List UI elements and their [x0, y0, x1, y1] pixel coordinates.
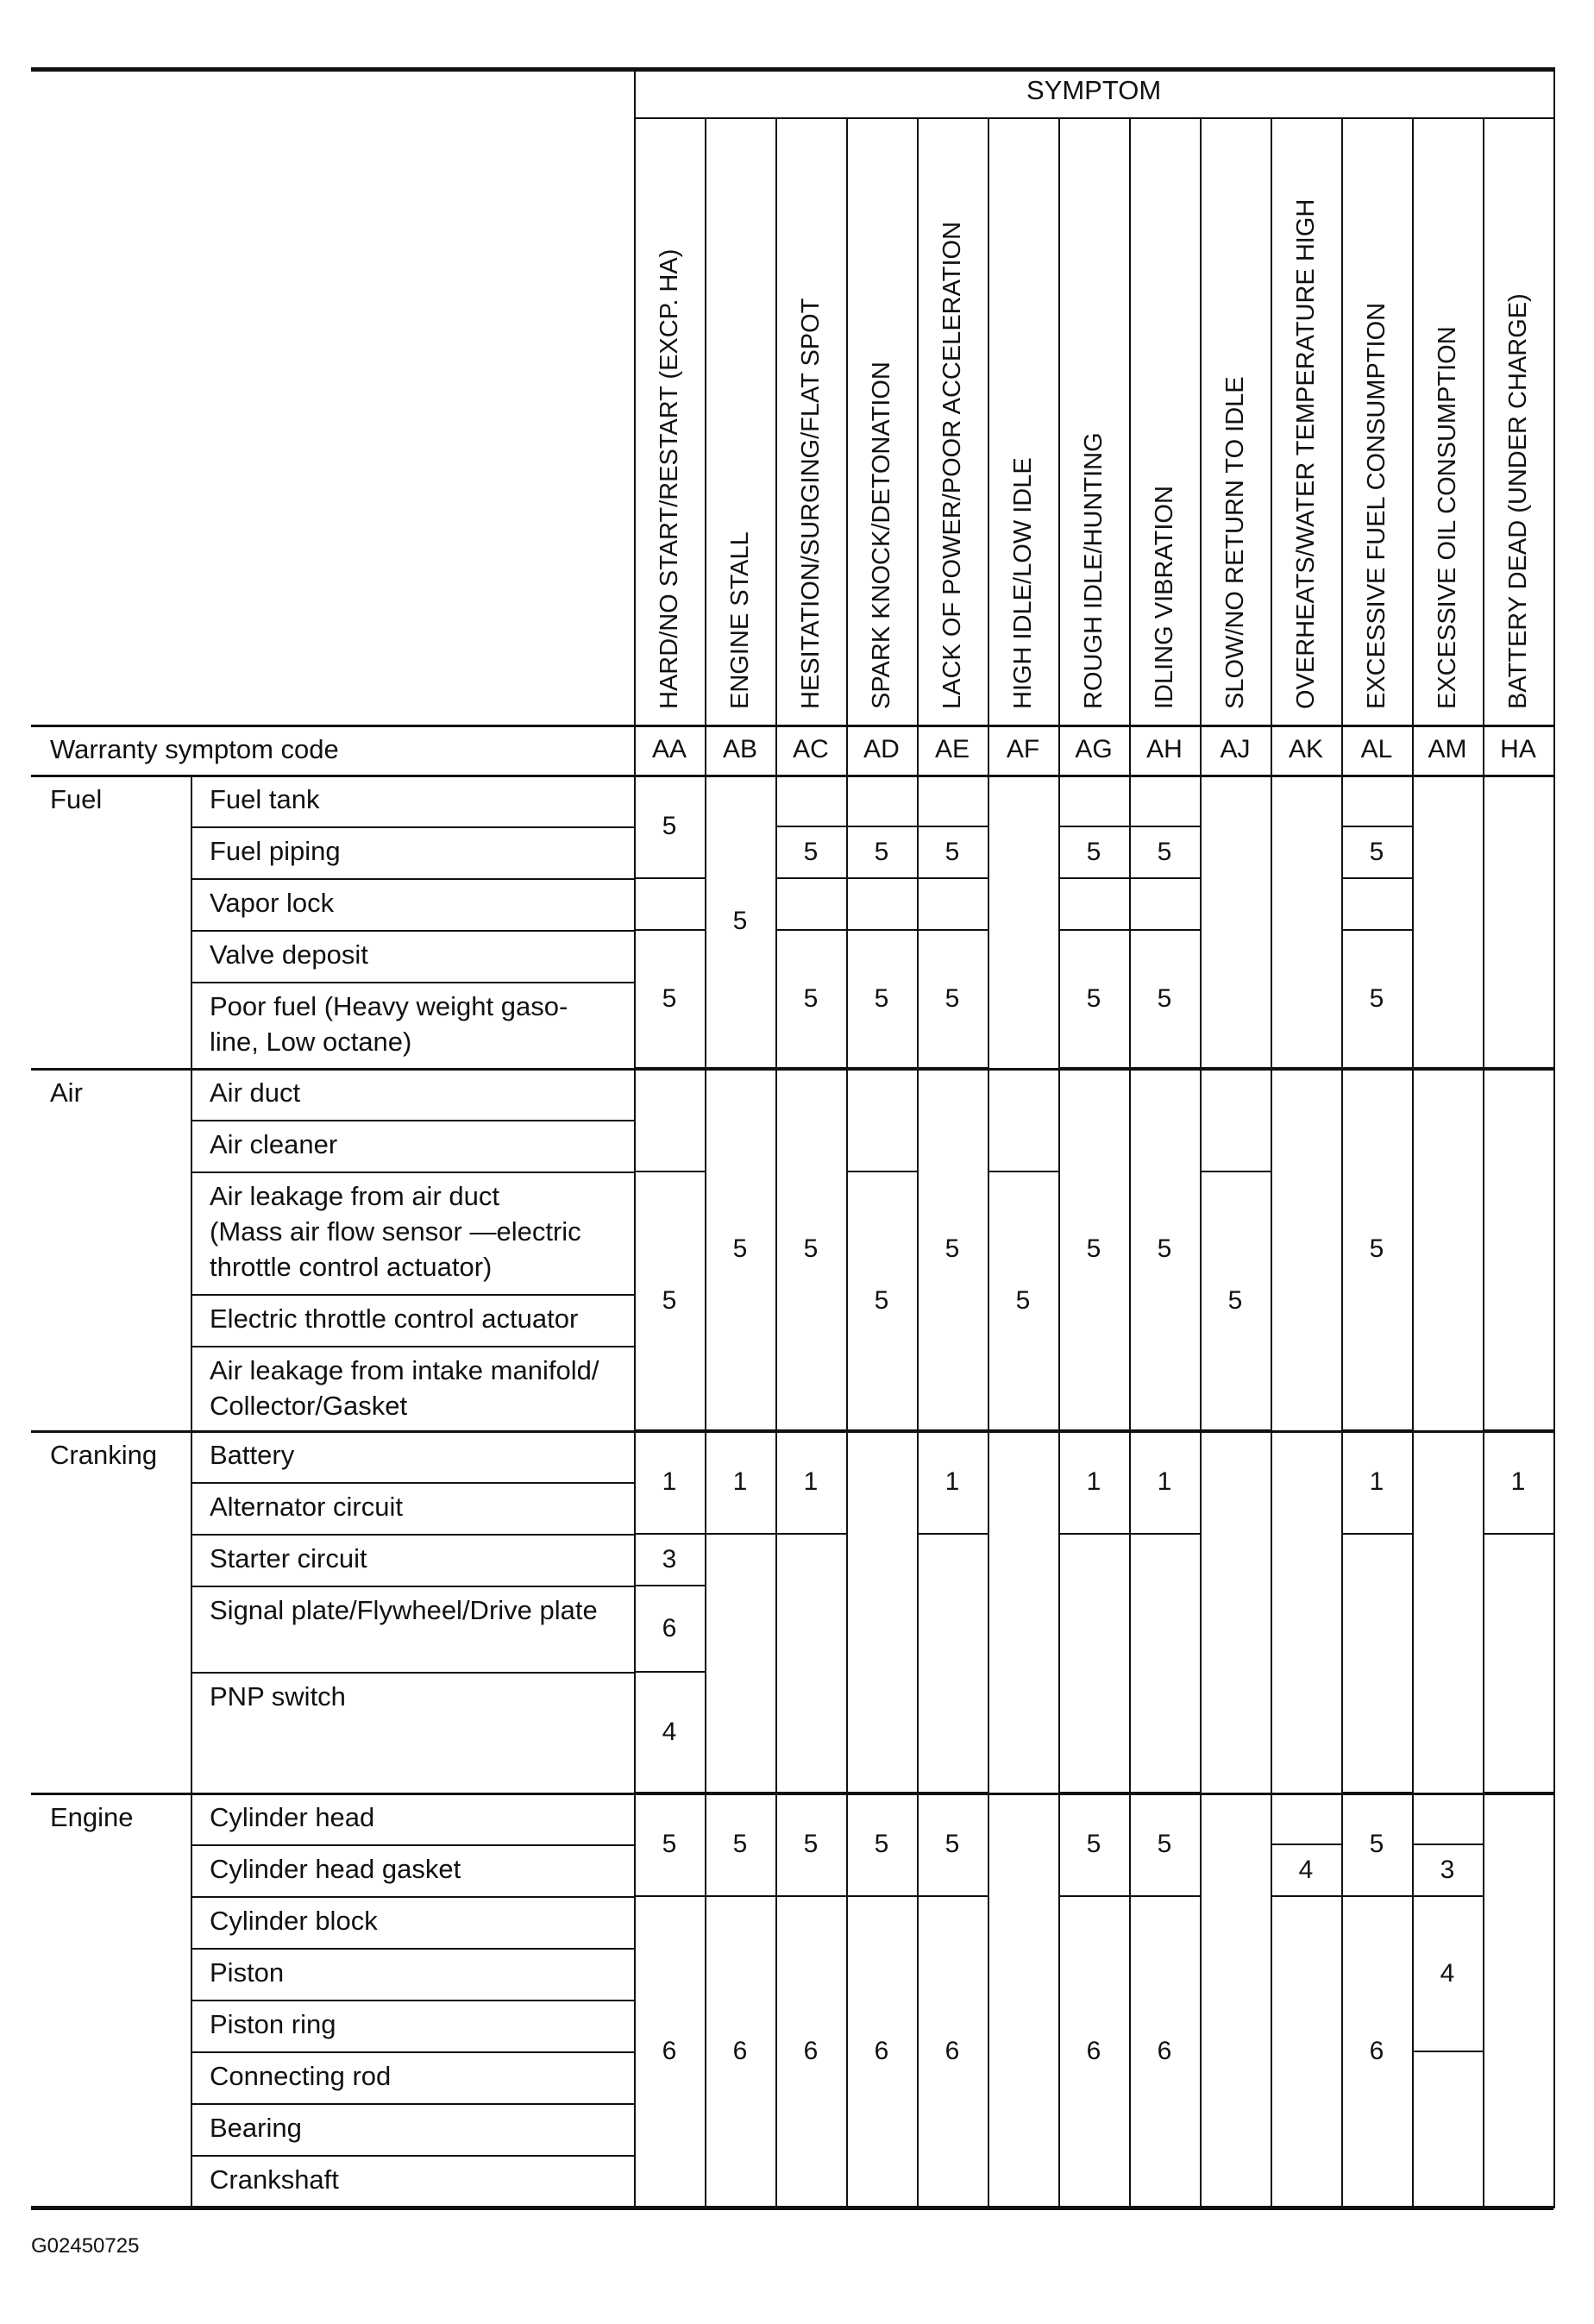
- symptom-name: ROUGH IDLE/HUNTING: [1080, 432, 1108, 709]
- item-row-rule: [191, 878, 634, 880]
- matrix-cell: [705, 1534, 775, 1793]
- symptom-code: AB: [722, 735, 758, 763]
- matrix-cell: 5: [944, 838, 960, 866]
- matrix-cell: [1483, 1068, 1553, 1430]
- symptom-name: EXCESSIVE OIL CONSUMPTION: [1434, 326, 1461, 709]
- item-row-rule: [191, 1948, 634, 1950]
- item-label: Vapor lock: [210, 888, 335, 918]
- matrix-cell: [917, 775, 988, 826]
- matrix-cell: 5: [1369, 984, 1384, 1013]
- matrix-cell: [1200, 1068, 1271, 1171]
- matrix-cell: 6: [874, 2037, 889, 2065]
- figure-code: G02450725: [31, 2234, 140, 2258]
- matrix-cell: 5: [1369, 1830, 1384, 1858]
- matrix-cell: 5: [803, 1830, 819, 1858]
- matrix-cell: 5: [662, 812, 677, 840]
- item-label: Fuel tank: [210, 784, 320, 814]
- matrix-cell: 1: [662, 1467, 677, 1496]
- matrix-cell: [1483, 775, 1553, 1068]
- item-row-rule: [191, 1586, 634, 1587]
- symptom-name: LACK OF POWER/POOR ACCELERATION: [938, 221, 966, 709]
- matrix-cell: 1: [1369, 1467, 1384, 1496]
- item-row-rule: [191, 1294, 634, 1296]
- symptom-name: BATTERY DEAD (UNDER CHARGE): [1504, 293, 1532, 709]
- matrix-cell: [1412, 775, 1483, 1068]
- matrix-cell: 5: [944, 1234, 960, 1263]
- item-label: Connecting rod: [210, 2061, 392, 2091]
- symptom-name: SPARK KNOCK/DETONATION: [868, 361, 895, 709]
- symptom-code: AF: [1006, 735, 1040, 763]
- matrix-cell: [1412, 2051, 1483, 2207]
- matrix-cell: 5: [803, 984, 819, 1013]
- matrix-cell: [1271, 1068, 1341, 1844]
- matrix-cell: 5: [662, 1286, 677, 1315]
- symptom-name: OVERHEATS/WATER TEMPERATURE HIGH: [1292, 198, 1320, 709]
- item-label: Air cleaner: [210, 1129, 338, 1159]
- matrix-cell: 4: [1298, 1856, 1314, 1884]
- matrix-cell: 6: [803, 2037, 819, 2065]
- matrix-cell: 5: [874, 1286, 889, 1315]
- matrix-cell: [1129, 775, 1200, 826]
- item-label: Cylinder head: [210, 1802, 375, 1832]
- item-label: Crankshaft: [210, 2164, 339, 2195]
- matrix-cell: [1483, 1793, 1553, 2207]
- matrix-cell: [1341, 878, 1412, 930]
- matrix-cell: 6: [662, 2037, 677, 2065]
- item-label: Piston: [210, 1957, 285, 1988]
- matrix-cell: [634, 1068, 705, 1171]
- matrix-cell: 6: [944, 2037, 960, 2065]
- symptom-name: HARD/NO START/RESTART (EXCP. HA): [656, 248, 683, 709]
- matrix-cell: [775, 775, 846, 826]
- item-row-rule: [191, 2000, 634, 2001]
- matrix-cell: [1271, 1896, 1341, 2207]
- matrix-cell: [775, 878, 846, 930]
- item-row-rule: [191, 1482, 634, 1484]
- symptom-code: AJ: [1220, 735, 1251, 763]
- symptom-code: HA: [1500, 735, 1536, 763]
- symptom-code: AH: [1146, 735, 1183, 763]
- item-row-rule: [191, 2051, 634, 2053]
- symptom-name: ENGINE STALL: [726, 531, 754, 709]
- symptom-name: EXCESSIVE FUEL CONSUMPTION: [1363, 302, 1390, 709]
- matrix-cell: 5: [944, 984, 960, 1013]
- matrix-cell: 4: [662, 1718, 677, 1746]
- matrix-cell: 5: [874, 984, 889, 1013]
- matrix-cell: [917, 878, 988, 930]
- matrix-cell: 6: [1157, 2037, 1172, 2065]
- item-label: Piston ring: [210, 2009, 336, 2039]
- item-row-rule: [191, 1844, 634, 1846]
- symptom-code: AD: [863, 735, 900, 763]
- item-label: Signal plate/Flywheel/Drive plate: [210, 1595, 598, 1625]
- matrix-cell: 1: [732, 1467, 748, 1496]
- item-row-rule: [191, 2155, 634, 2157]
- matrix-cell: 5: [1227, 1286, 1243, 1315]
- matrix-cell: [1341, 775, 1412, 826]
- matrix-cell: 5: [803, 838, 819, 866]
- item-label: Air leakage from intake manifold/ Collector/Gasket: [210, 1355, 599, 1421]
- matrix-cell: [1200, 775, 1271, 1068]
- matrix-cell: 5: [874, 1830, 889, 1858]
- symptom-code: AK: [1288, 735, 1324, 763]
- group-label: Cranking: [50, 1440, 158, 1470]
- matrix-cell: [1483, 1534, 1553, 1793]
- symptom-code: AG: [1075, 735, 1113, 763]
- symptom-code: AE: [934, 735, 970, 763]
- matrix-cell: 5: [1157, 838, 1172, 866]
- symptom-header: SYMPTOM: [1026, 75, 1162, 105]
- item-row-rule: [191, 1672, 634, 1674]
- matrix-cell: [1129, 1534, 1200, 1793]
- item-row-rule: [191, 826, 634, 828]
- item-label: Valve deposit: [210, 939, 368, 970]
- item-label: Fuel piping: [210, 836, 341, 866]
- matrix-cell: 5: [732, 907, 748, 935]
- matrix-cell: 5: [1369, 838, 1384, 866]
- matrix-cell: 1: [1157, 1467, 1172, 1496]
- matrix-cell: 3: [662, 1545, 677, 1573]
- matrix-cell: [1200, 1430, 1271, 2207]
- symptom-name: IDLING VIBRATION: [1151, 486, 1178, 709]
- matrix-cell: [917, 1534, 988, 1793]
- item-label: Battery: [210, 1440, 295, 1470]
- matrix-cell: [1129, 878, 1200, 930]
- item-label: Cylinder block: [210, 1906, 378, 1936]
- item-label: Alternator circuit: [210, 1492, 403, 1522]
- item-row-rule: [191, 1430, 634, 1432]
- matrix-cell: [1058, 775, 1129, 826]
- matrix-cell: [846, 1068, 917, 1171]
- matrix-cell: 5: [1015, 1286, 1031, 1315]
- symptom-name: SLOW/NO RETURN TO IDLE: [1221, 376, 1249, 709]
- matrix-cell: 5: [662, 1830, 677, 1858]
- matrix-cell: 5: [1086, 984, 1101, 1013]
- matrix-cell: [1412, 1068, 1483, 1844]
- symptom-code: AA: [651, 735, 687, 763]
- matrix-cell: [988, 775, 1058, 1171]
- matrix-cell: [1341, 1534, 1412, 1793]
- item-label: Cylinder head gasket: [210, 1854, 461, 1884]
- symptom-rule: [634, 117, 1553, 119]
- item-row-rule: [191, 1896, 634, 1898]
- matrix-cell: [775, 1534, 846, 1793]
- item-label: Air leakage from air duct (Mass air flow sensor —electric throttle control actuator): [210, 1181, 581, 1282]
- matrix-cell: 3: [1440, 1856, 1455, 1884]
- matrix-cell: 5: [1086, 838, 1101, 866]
- matrix-cell: [988, 1430, 1058, 2207]
- table-top-rule: [31, 67, 1553, 72]
- matrix-cell: [846, 878, 917, 930]
- item-label: PNP switch: [210, 1681, 346, 1712]
- item-label: Electric throttle control actuator: [210, 1303, 579, 1334]
- matrix-cell: [1058, 1534, 1129, 1793]
- warranty-code-label: Warranty symptom code: [50, 734, 339, 764]
- matrix-cell: [846, 775, 917, 826]
- matrix-cell: 1: [803, 1467, 819, 1496]
- matrix-cell: [846, 1430, 917, 1793]
- item-row-rule: [191, 1068, 634, 1070]
- group-label: Fuel: [50, 784, 103, 814]
- matrix-cell: 4: [1440, 1959, 1455, 1988]
- item-label: Bearing: [210, 2113, 302, 2143]
- item-label: Starter circuit: [210, 1543, 367, 1573]
- item-label: Poor fuel (Heavy weight gaso- line, Low octane): [210, 991, 568, 1057]
- matrix-cell: 5: [662, 984, 677, 1013]
- matrix-cell: 5: [1157, 1830, 1172, 1858]
- matrix-cell: 6: [1369, 2037, 1384, 2065]
- matrix-cell: 5: [874, 838, 889, 866]
- symptom-code: AC: [793, 735, 829, 763]
- item-row-rule: [191, 982, 634, 983]
- item-column-rule: [191, 775, 192, 2208]
- matrix-cell: 6: [662, 1614, 677, 1643]
- symptom-name: HIGH IDLE/LOW IDLE: [1009, 457, 1037, 709]
- symptom-code: AL: [1360, 735, 1393, 763]
- matrix-cell: [1271, 775, 1341, 1068]
- matrix-cell: 1: [1510, 1467, 1526, 1496]
- column-rule: [1553, 67, 1555, 2208]
- matrix-cell: 5: [1369, 1234, 1384, 1263]
- item-row-rule: [191, 1171, 634, 1173]
- group-label: Air: [50, 1077, 83, 1108]
- matrix-cell: 5: [1157, 984, 1172, 1013]
- matrix-cell: 1: [1086, 1467, 1101, 1496]
- matrix-cell: 6: [732, 2037, 748, 2065]
- matrix-cell: 1: [944, 1467, 960, 1496]
- matrix-cell: 5: [732, 1234, 748, 1263]
- item-row-rule: [191, 1534, 634, 1536]
- item-row-rule: [191, 1346, 634, 1347]
- matrix-cell: 5: [732, 1830, 748, 1858]
- item-row-rule: [191, 1793, 634, 1794]
- matrix-cell: 6: [1086, 2037, 1101, 2065]
- matrix-cell: [1058, 878, 1129, 930]
- group-label: Engine: [50, 1802, 134, 1832]
- matrix-cell: [634, 878, 705, 930]
- item-label: Air duct: [210, 1077, 301, 1108]
- symptom-name: HESITATION/SURGING/FLAT SPOT: [797, 298, 825, 709]
- matrix-cell: 5: [803, 1234, 819, 1263]
- item-row-rule: [191, 2103, 634, 2105]
- matrix-cell: 5: [944, 1830, 960, 1858]
- matrix-cell: 5: [1086, 1234, 1101, 1263]
- matrix-cell: 5: [1157, 1234, 1172, 1263]
- item-row-rule: [191, 1120, 634, 1121]
- matrix-cell: 5: [1086, 1830, 1101, 1858]
- item-row-rule: [191, 930, 634, 932]
- symptom-code: AM: [1428, 735, 1467, 763]
